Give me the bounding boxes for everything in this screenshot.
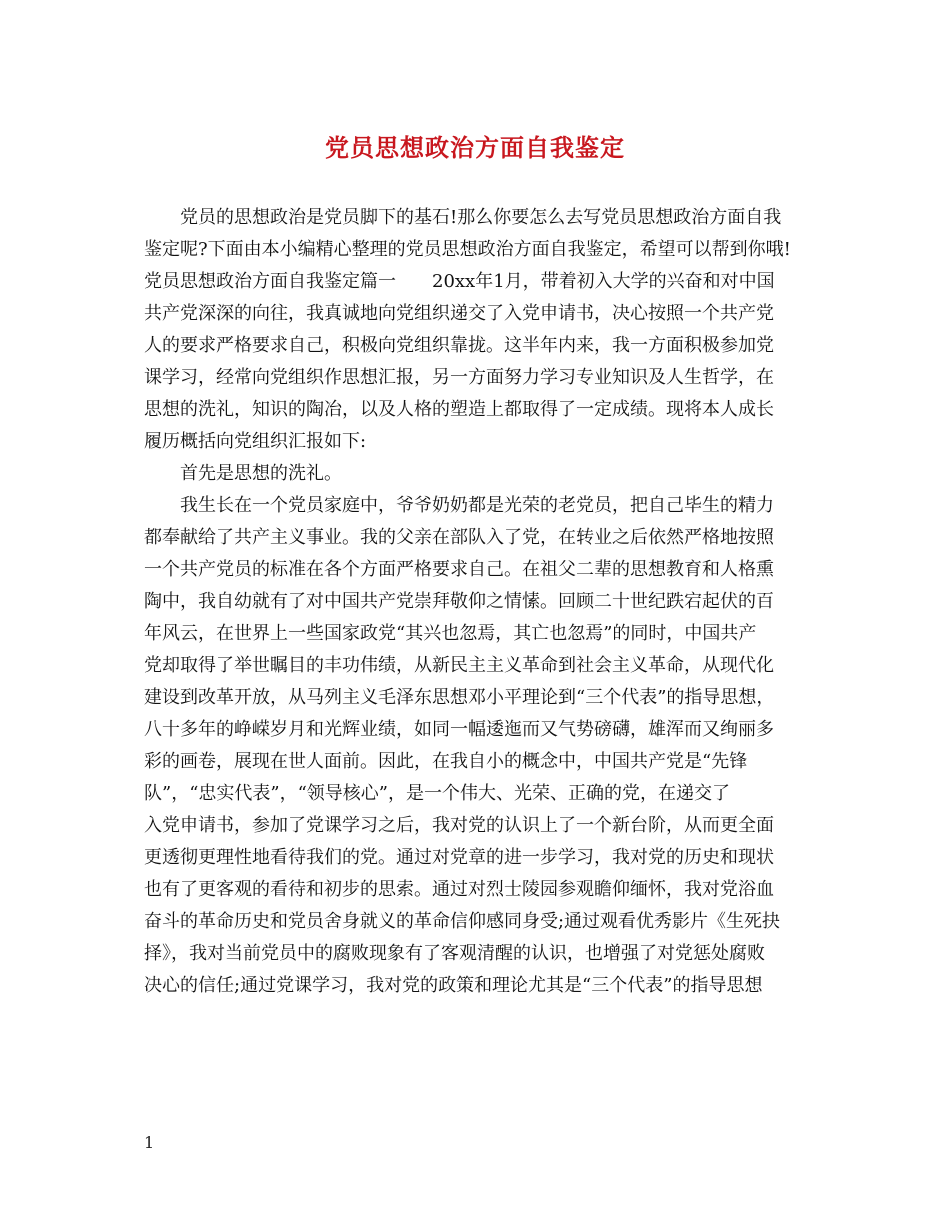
text-line-15: 党却取得了举世瞩目的丰功伟绩，从新民主主义革命到社会主义革命，从现代化	[144, 655, 774, 676]
page-number: 1	[144, 1133, 155, 1152]
text-line-1: 党员的思想政治是党员脚下的基石!那么你要怎么去写党员思想政治方面自我	[180, 207, 782, 228]
text-line-20: 入党申请书，参加了党课学习之后，我对党的认识上了一个新台阶，从而更全面	[144, 815, 774, 836]
text-line-6: 课学习，经常向党组织作思想汇报，另一方面努力学习专业知识及人生哲学，在	[144, 367, 774, 388]
text-line-14: 年风云，在世界上一些国家政党“其兴也忽焉，其亡也忽焉”的同时，中国共产	[144, 623, 757, 644]
text-line-13: 陶中，我自幼就有了对中国共产党崇拜敬仰之情愫。回顾二十世纪跌宕起伏的百	[144, 591, 774, 612]
text-line-19: 队”，“忠实代表”，“领导核心”，是一个伟大、光荣、正确的党，在递交了	[144, 783, 731, 804]
text-line-25: 决心的信任;通过党课学习，我对党的政策和理论尤其是“三个代表”的指导思想	[144, 975, 763, 996]
text-line-18: 彩的画卷，展现在世人面前。因此，在我自小的概念中，中国共产党是“先锋	[144, 751, 748, 772]
text-line-21: 更透彻更理性地看待我们的党。通过对党章的进一步学习，我对党的历史和现状	[144, 847, 774, 868]
text-line-9: 首先是思想的洗礼。	[180, 463, 342, 484]
text-line-8: 履历概括向党组织汇报如下:	[144, 431, 367, 452]
text-line-4: 共产党深深的向往，我真诚地向党组织递交了入党申请书，决心按照一个共产党	[144, 303, 774, 324]
text-line-17: 八十多年的峥嵘岁月和光辉业绩，如同一幅逶迤而又气势磅礴，雄浑而又绚丽多	[144, 719, 774, 740]
text-line-12: 一个共产党员的标准在各个方面严格要求自己。在祖父二辈的思想教育和人格熏	[144, 559, 774, 580]
text-line-7: 思想的洗礼，知识的陶冶，以及人格的塑造上都取得了一定成绩。现将本人成长	[144, 399, 774, 420]
text-line-22: 也有了更客观的看待和初步的思索。通过对烈士陵园参观瞻仰缅怀，我对党浴血	[144, 879, 774, 900]
page-title: 党员思想政治方面自我鉴定	[325, 133, 625, 162]
text-line-5: 人的要求严格要求自己，积极向党组织靠拢。这半年内来，我一方面积极参加党	[144, 335, 774, 356]
text-line-10: 我生长在一个党员家庭中，爷爷奶奶都是光荣的老党员，把自己毕生的精力	[180, 495, 774, 516]
text-line-24: 择》，我对当前党员中的腐败现象有了客观清醒的认识，也增强了对党惩处腐败	[144, 943, 765, 964]
text-line-23: 奋斗的革命历史和党员舍身就义的革命信仰感同身受;通过观看优秀影片《生死抉	[144, 911, 781, 932]
text-line-2: 鉴定呢?下面由本小编精心整理的党员思想政治方面自我鉴定，希望可以帮到你哦!	[144, 239, 791, 260]
text-line-16: 建设到改革开放，从马列主义毛泽东思想邓小平理论到“三个代表”的指导思想，	[144, 687, 775, 708]
text-line-3: 党员思想政治方面自我鉴定篇一 20xx年1月，带着初入大学的兴奋和对中国	[144, 271, 775, 292]
document-body	[144, 202, 812, 1002]
text-line-11: 都奉献给了共产主义事业。我的父亲在部队入了党，在转业之后依然严格地按照	[144, 527, 774, 548]
